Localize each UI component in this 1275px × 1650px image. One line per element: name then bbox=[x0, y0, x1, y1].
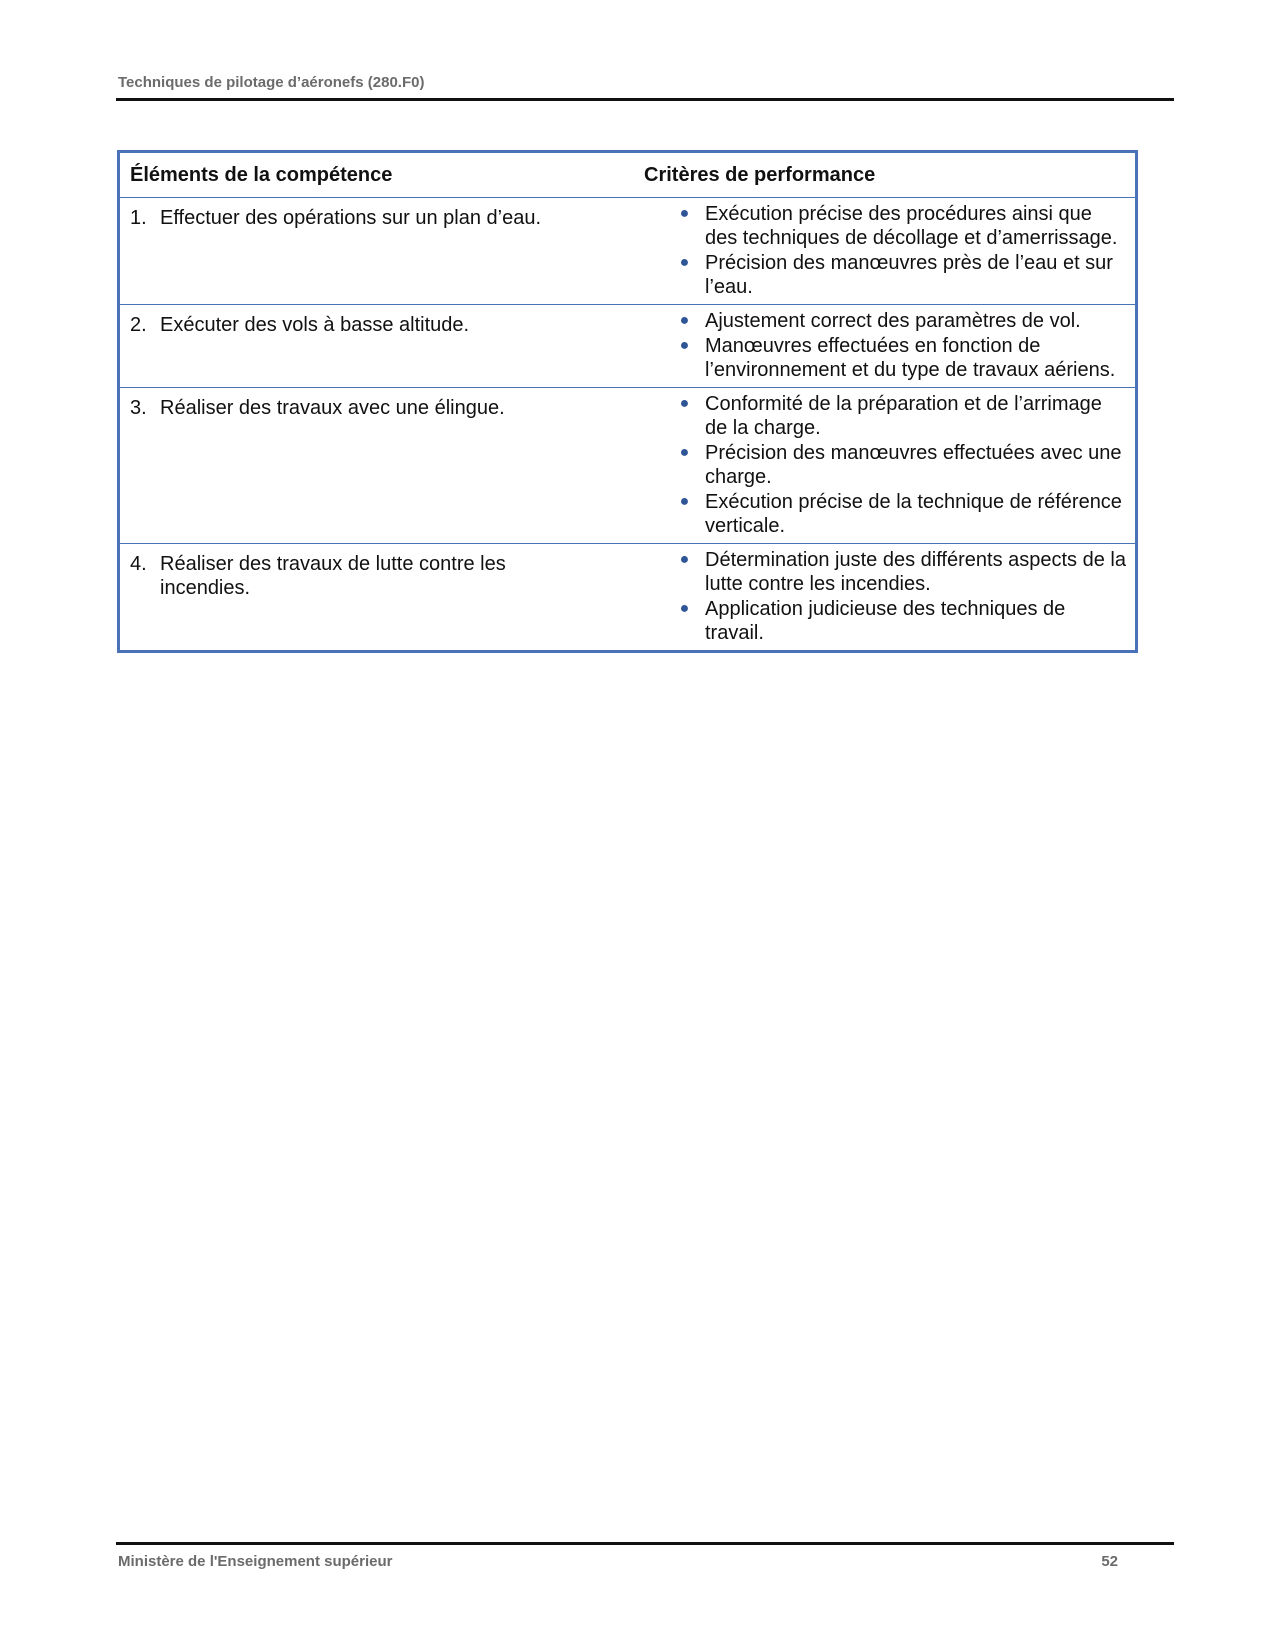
criteres-list bbox=[640, 392, 1129, 538]
element-text: Effectuer des opérations sur un plan d’eau. bbox=[160, 207, 541, 229]
critere-item bbox=[640, 441, 1129, 489]
document-title: Techniques de pilotage d’aéronefs (280.F0) bbox=[118, 74, 425, 91]
critere-item bbox=[640, 490, 1129, 538]
criteres-cell bbox=[640, 388, 1137, 544]
page-header bbox=[116, 72, 1174, 101]
element-number: 4. bbox=[130, 553, 147, 575]
critere-text: Application judicieuse des techniques de travail. bbox=[705, 598, 1066, 644]
critere-text: Précision des manœuvres près de l’eau et sur l’eau. bbox=[705, 252, 1113, 298]
table-row bbox=[119, 388, 1137, 544]
table-row bbox=[119, 198, 1137, 305]
element-number: 2. bbox=[130, 314, 147, 336]
element-cell bbox=[119, 305, 641, 388]
criteres-cell bbox=[640, 544, 1137, 652]
critere-item bbox=[640, 202, 1129, 250]
element-cell bbox=[119, 388, 641, 544]
element-text: Réaliser des travaux avec une élingue. bbox=[160, 397, 505, 419]
element-text: Réaliser des travaux de lutte contre les incendies. bbox=[160, 553, 506, 599]
bullet-icon: ● bbox=[679, 395, 690, 412]
column-header-criteres: Critères de performance bbox=[640, 152, 1137, 198]
criteres-cell bbox=[640, 198, 1137, 305]
element-text: Exécuter des vols à basse altitude. bbox=[160, 314, 470, 336]
bullet-icon: ● bbox=[679, 205, 690, 222]
page-footer bbox=[116, 1542, 1174, 1575]
critere-text: Manœuvres effectuées en fonction de l’environnement et du type de travaux aériens. bbox=[705, 335, 1116, 381]
criteres-list bbox=[640, 202, 1129, 299]
critere-item bbox=[640, 251, 1129, 299]
bullet-icon: ● bbox=[679, 254, 690, 271]
column-header-elements: Éléments de la compétence bbox=[119, 152, 641, 198]
bullet-icon: ● bbox=[679, 493, 690, 510]
bullet-icon: ● bbox=[679, 337, 690, 354]
criteres-cell bbox=[640, 305, 1137, 388]
bullet-icon: ● bbox=[679, 551, 690, 568]
critere-item bbox=[640, 597, 1129, 645]
critere-text: Exécution précise de la technique de référence verticale. bbox=[705, 491, 1122, 537]
footer-ministry: Ministère de l'Enseignement supérieur bbox=[118, 1553, 393, 1570]
critere-item bbox=[640, 392, 1129, 440]
critere-text: Conformité de la préparation et de l’arrimage de la charge. bbox=[705, 393, 1102, 439]
element-cell bbox=[119, 544, 641, 652]
bullet-icon: ● bbox=[679, 444, 690, 461]
table-row bbox=[119, 544, 1137, 652]
critere-item bbox=[640, 334, 1129, 382]
critere-item bbox=[640, 548, 1129, 596]
criteres-list bbox=[640, 309, 1129, 382]
bullet-icon: ● bbox=[679, 600, 690, 617]
critere-item bbox=[640, 309, 1129, 333]
critere-text: Précision des manœuvres effectuées avec une charge. bbox=[705, 442, 1122, 488]
critere-text: Ajustement correct des paramètres de vol. bbox=[705, 310, 1081, 332]
critere-text: Exécution précise des procédures ainsi que des techniques de décollage et d’amerrissage. bbox=[705, 203, 1118, 249]
critere-text: Détermination juste des différents aspects de la lutte contre les incendies. bbox=[705, 549, 1126, 595]
page-number: 52 bbox=[1101, 1553, 1118, 1570]
element-number: 1. bbox=[130, 207, 147, 229]
element-cell bbox=[119, 198, 641, 305]
bullet-icon: ● bbox=[679, 312, 690, 329]
competence-table bbox=[117, 150, 1138, 653]
criteres-list bbox=[640, 548, 1129, 645]
element-number: 3. bbox=[130, 397, 147, 419]
table-header-row bbox=[119, 152, 1137, 198]
table-row bbox=[119, 305, 1137, 388]
